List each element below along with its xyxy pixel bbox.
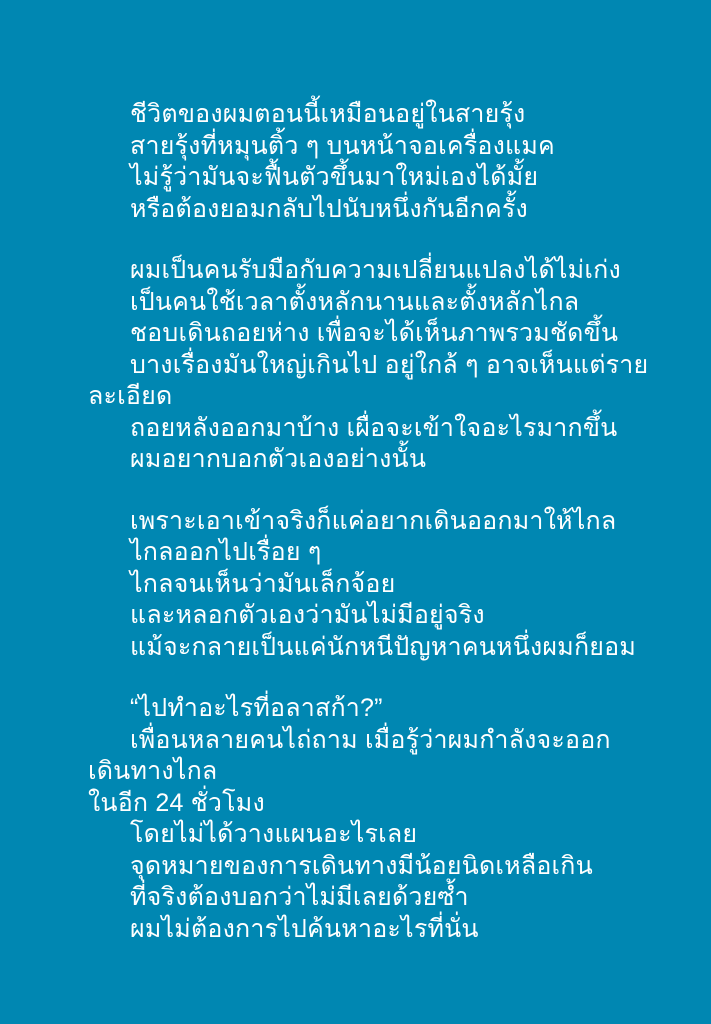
text-line: จุดหมายของการเดินทางมีน้อยนิดเหลือเกิน xyxy=(130,851,593,880)
text-block xyxy=(88,99,653,975)
text-line: เพราะเอาเข้าจริงก็แค่อยากเดินออกมาให้ไกล xyxy=(130,506,617,535)
paragraph xyxy=(88,506,653,664)
text-line: ผมไม่ต้องการไปค้นหาอะไรที่นั่น xyxy=(130,914,479,943)
text-line: ผมอยากบอกตัวเองอย่างนั้น xyxy=(130,445,427,473)
text-line: ไกลออกไปเรื่อย ๆ xyxy=(130,538,322,566)
text-line: ชอบเดินถอยห่าง เพื่อจะได้เห็นภาพรวมชัดขึ้น xyxy=(130,319,619,347)
text-line: ในอีก 24 ชั่วโมง xyxy=(88,788,265,817)
text-line: แม้จะกลายเป็นแค่นักหนีปัญหาคนหนึ่งผมก็ยอม xyxy=(130,632,637,661)
paragraph xyxy=(88,255,653,476)
paragraph xyxy=(88,99,653,225)
text-line: ถอยหลังออกมาบ้าง เผื่อจะเข้าใจอะไรมากขึ้น xyxy=(130,413,618,442)
text-line: บางเรื่องมันใหญ่เกินไป อยู่ใกล้ ๆ อาจเห็นแต่รายละเอียด xyxy=(88,350,649,410)
text-line: ไกลจนเห็นว่ามันเล็กจ้อย xyxy=(130,569,396,598)
text-line: หรือต้องยอมกลับไปนับหนึ่งกันอีกครั้ง xyxy=(130,194,528,223)
text-line: ไม่รู้ว่ามันจะฟื้นตัวขึ้นมาใหม่เองได้มั้ย xyxy=(130,163,539,191)
text-line: เป็นคนใช้เวลาตั้งหลักนานและตั้งหลักไกล xyxy=(130,287,580,316)
text-line: ผมเป็นคนรับมือกับความเปลี่ยนแปลงได้ไม่เก่ง xyxy=(130,256,621,284)
text-line: สายรุ้งที่หมุนติ้ว ๆ บนหน้าจอเครื่องแมค xyxy=(130,131,555,160)
text-line: ที่จริงต้องบอกว่าไม่มีเลยด้วยซ้ำ xyxy=(130,883,469,911)
text-line: และหลอกตัวเองว่ามันไม่มีอยู่จริง xyxy=(130,601,485,629)
paragraph xyxy=(88,693,653,945)
text-line: โดยไม่ได้วางแผนอะไรเลย xyxy=(130,820,418,848)
text-line: “ไปทำอะไรที่อลาสก้า?” xyxy=(130,694,383,722)
text-line: ชีวิตของผมตอนนี้เหมือนอยู่ในสายรุ้ง xyxy=(130,100,526,128)
text-line: เพื่อนหลายคนไถ่ถาม เมื่อรู้ว่าผมกำลังจะออกเดินทางไกล xyxy=(88,725,611,785)
